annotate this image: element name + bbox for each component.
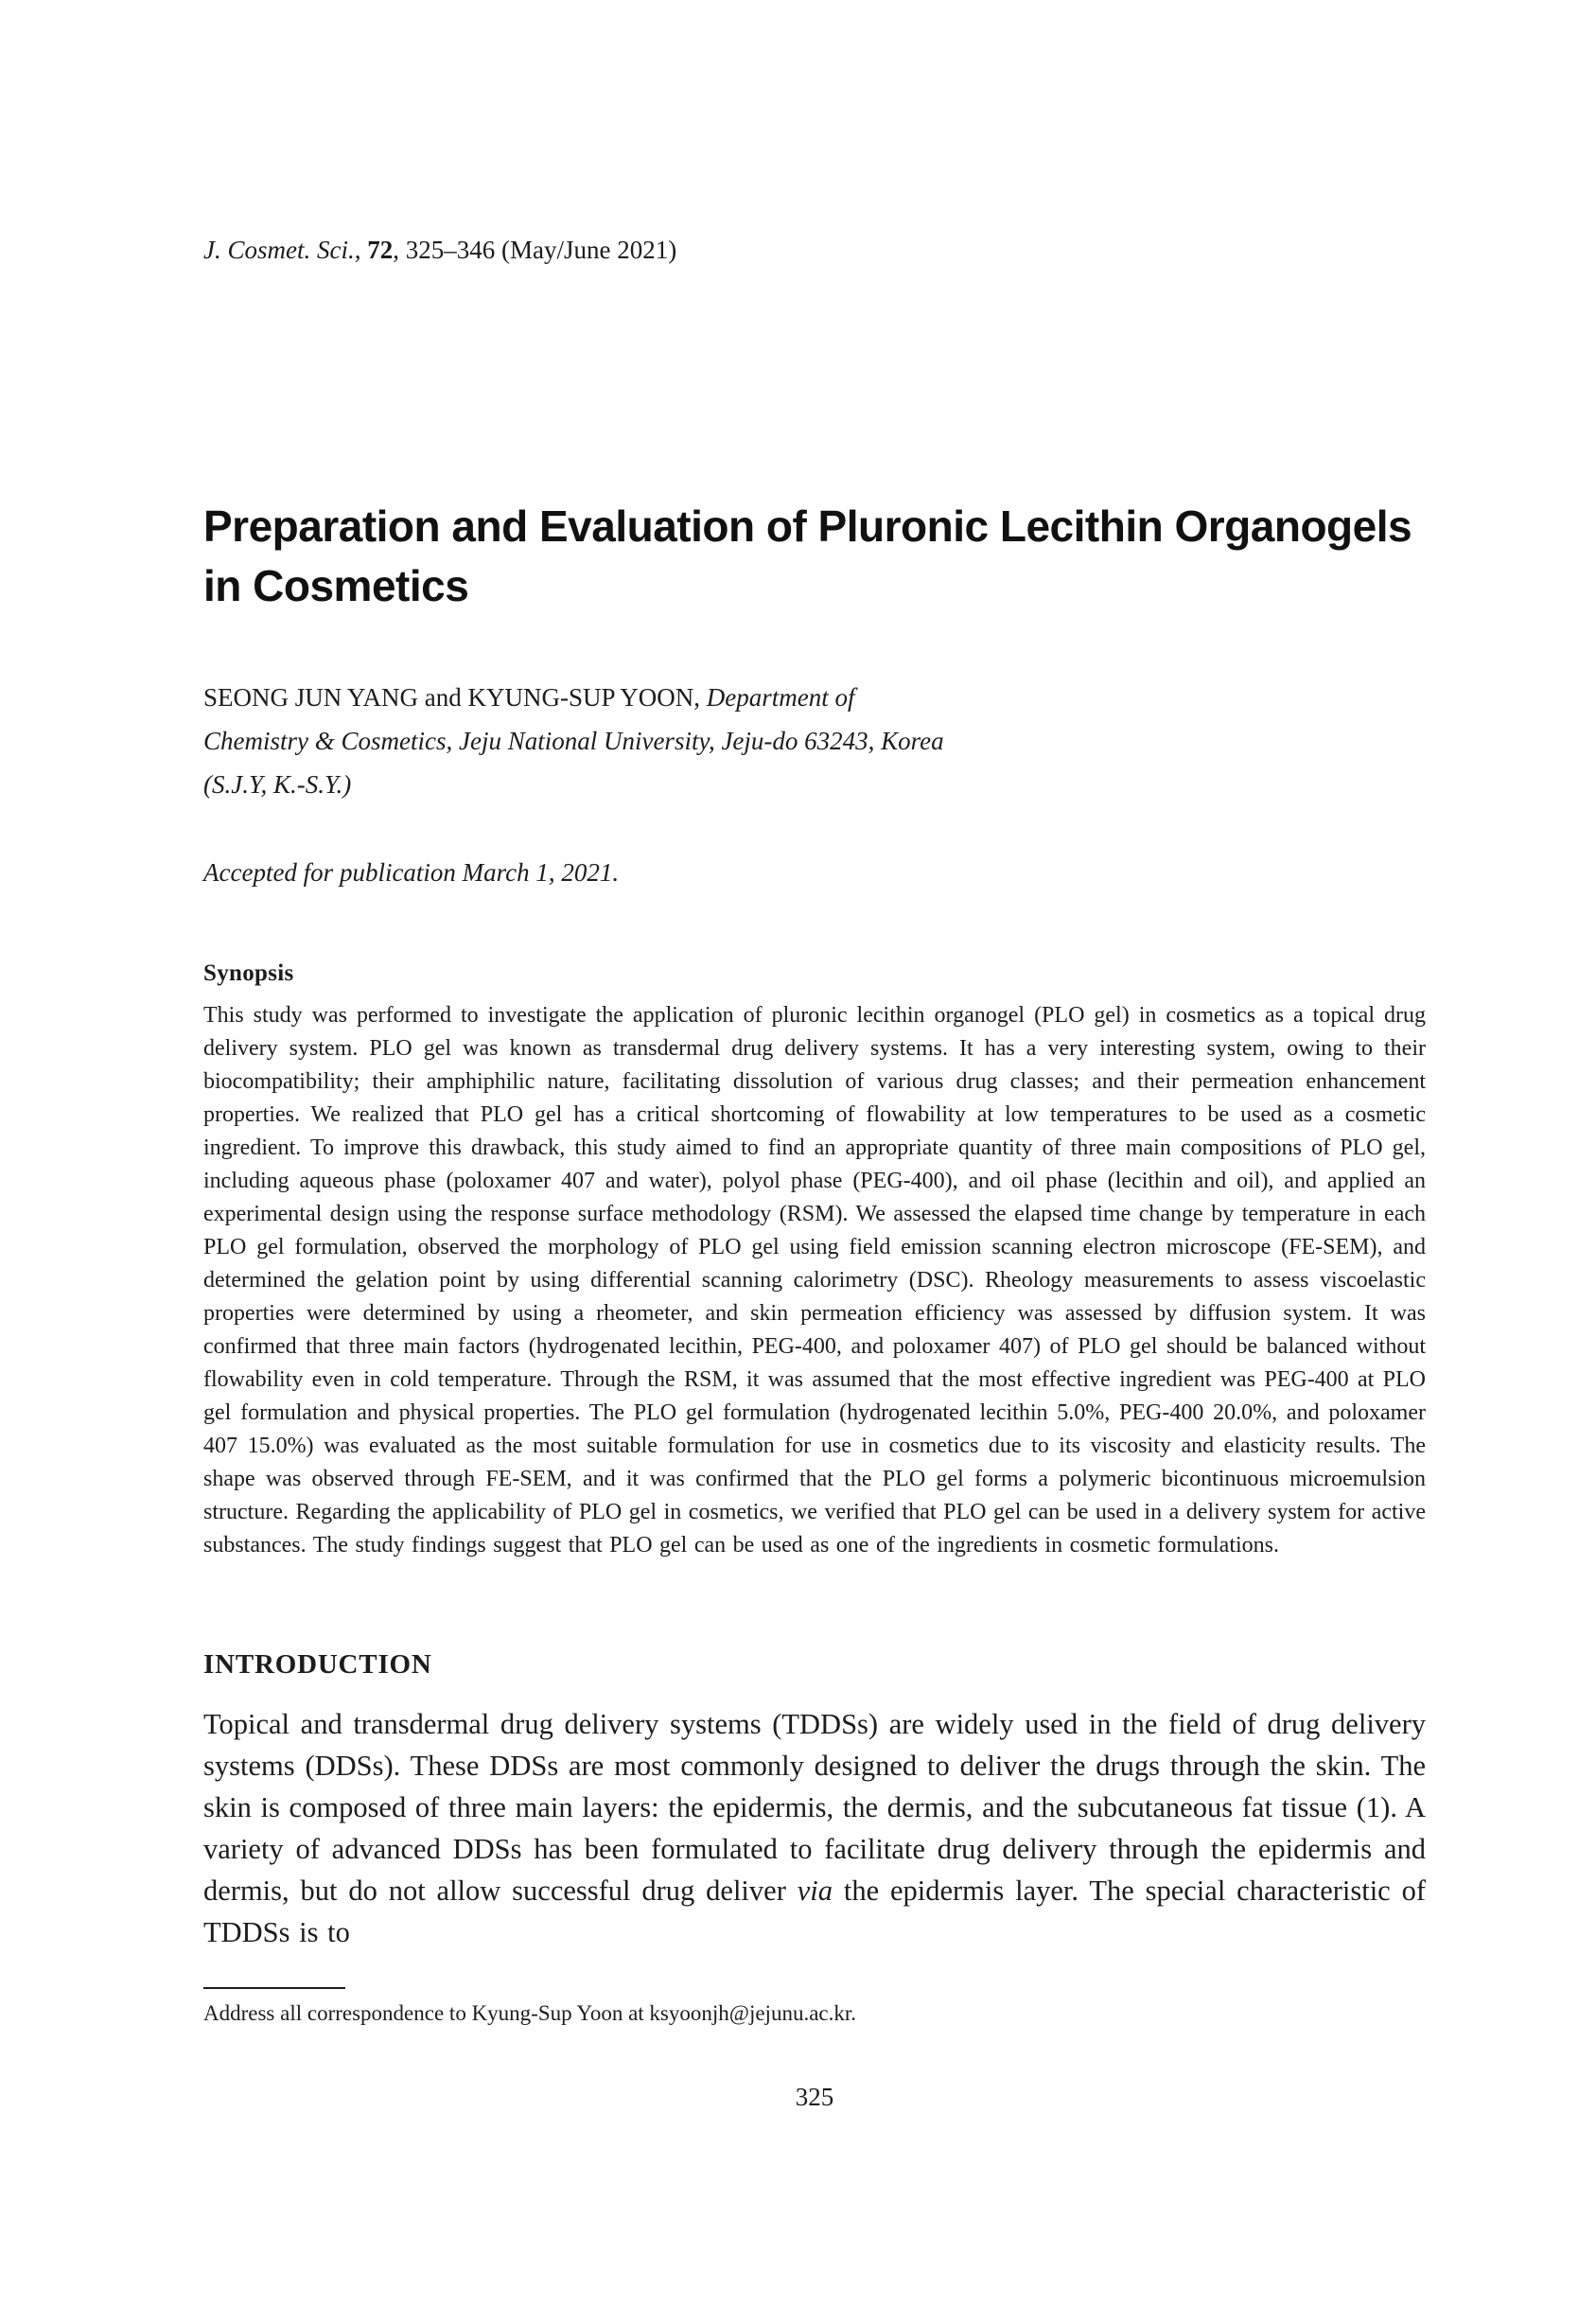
accepted-for-publication: Accepted for publication March 1, 2021. — [203, 858, 620, 887]
journal-name: J. Cosmet. Sci., — [203, 236, 368, 264]
author-names: SEONG JUN YANG and KYUNG-SUP YOON, — [203, 683, 707, 712]
synopsis-paragraph: This study was performed to investigate the application of pluronic lecithin organogel (PLO gel) in cosmetics as a topical drug delivery system. PLO gel was known as transdermal drug delivery systems. It has a very interesting system, owing to their biocompatibility; their amphiphilic nature, facilitating dissolution of various drug classes; and their permeation enhancement properties. We realized that PLO gel has a critical shortcoming of flowability at low temperatures to be used as a cosmetic ingredient. To improve this drawback, this study aimed to find an appropriate quantity of three main compositions of PLO gel, including aqueous phase (poloxamer 407 and water), polyol phase (PEG-400), and oil phase (lecithin and oil), and applied an experimental design using the response surface methodology (RSM). We assessed the elapsed time change by temperature in each PLO gel formulation, observed the morphology of PLO gel using field emission scanning electron microscope (FE-SEM), and determined the gelation point by using differential scanning calorimetry (DSC). Rheology measurements to assess viscoelastic properties were determined by using a rheometer, and skin permeation efficiency was assessed by diffusion system. It was confirmed that three main factors (hydrogenated lecithin, PEG-400, and poloxamer 407) of PLO gel should be balanced without flowability even in cold temperature. Through the RSM, it was assumed that the most effective ingredient was PEG-400 at PLO gel formulation and physical properties. The PLO gel formulation (hydrogenated lecithin 5.0%, PEG-400 20.0%, and poloxamer 407 15.0%) was evaluated as the most suitable formulation for use in cosmetics due to its viscosity and elasticity results. The shape was observed through FE-SEM, and it was confirmed that the PLO gel forms a polymeric bicontinuous microemulsion structure. Regarding the applicability of PLO gel in cosmetics, we verified that PLO gel can be used in a delivery system for active substances. The study findings suggest that PLO gel can be used as one of the ingredients in cosmetic formulations. — [203, 1003, 1426, 1558]
journal-pages-date: , 325–346 (May/June 2021) — [393, 236, 677, 264]
author-block — [203, 676, 1426, 806]
page-content — [203, 0, 1426, 2112]
author-initials: (S.J.Y, K.-S.Y.) — [203, 770, 352, 799]
introduction-via-italic: via — [797, 1875, 833, 1907]
correspondence-footnote: Address all correspondence to Kyung-Sup Yoon at ksyoonjh@jejunu.ac.kr. — [203, 2001, 856, 2025]
journal-volume: 72 — [367, 236, 394, 264]
introduction-text-1: Topical and transdermal drug delivery systems (TDDSs) are widely used in the field of drug delivery systems (DDSs). These DDSs are most commonly designed to deliver the drugs through the skin. The skin is composed of three main layers: the epidermis, the dermis, and the subcutaneous fat tissue (1). A variety of advanced DDSs has been formulated to facilitate drug delivery through the epidermis and dermis, but do not allow successful drug deliver — [203, 1708, 1426, 1907]
article-title-line-1: Preparation and Evaluation of Pluronic Lecithin Organogels — [203, 502, 1412, 551]
synopsis-heading: Synopsis — [203, 960, 294, 986]
introduction-paragraph — [203, 1703, 1426, 1953]
footnote-rule — [203, 1987, 345, 1989]
introduction-text-2: the epidermis layer. The special characteristic of TDDSs is to — [203, 1875, 1426, 1948]
page-number: 325 — [795, 2083, 834, 2111]
article-title-line-2: in Cosmetics — [203, 561, 469, 610]
journal-citation — [203, 235, 1426, 266]
article-title — [203, 497, 1426, 616]
affiliation-line-2: Chemistry & Cosmetics, Jeju National University, Jeju-do 63243, Korea — [203, 727, 944, 755]
affiliation-line-1: Department of — [706, 683, 855, 712]
introduction-heading: INTRODUCTION — [203, 1649, 432, 1680]
